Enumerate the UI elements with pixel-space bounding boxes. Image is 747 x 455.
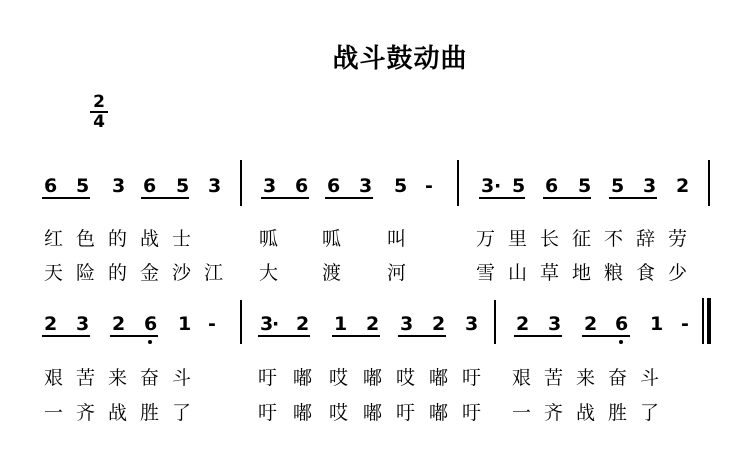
note: 3	[465, 313, 479, 335]
lyric-char: 吁	[462, 402, 482, 424]
note: 3	[400, 313, 414, 335]
lyric-char: 雪	[476, 262, 496, 284]
note: 2	[366, 313, 380, 335]
lyric-char: 战	[576, 402, 596, 424]
lyric-char: 渡	[322, 262, 342, 284]
note: 6	[615, 313, 629, 335]
bar-line	[240, 160, 242, 206]
final-bar-line-thick	[707, 298, 711, 344]
note: 5	[578, 175, 592, 197]
lyric-char: 艰	[44, 367, 64, 389]
beam-underline	[582, 335, 630, 337]
note: 1	[650, 313, 664, 335]
lyric-char: 大	[259, 262, 279, 284]
lyric-char: 色	[76, 228, 96, 250]
note: 6	[327, 175, 341, 197]
note: 2	[516, 313, 530, 335]
beam-underline	[42, 197, 90, 199]
lyric-char: 沙	[172, 262, 192, 284]
lyric-char: 苦	[76, 367, 96, 389]
lyric-char: 胜	[140, 402, 160, 424]
bar-line	[708, 160, 710, 206]
note: 5	[611, 175, 625, 197]
time-signature-top: 2	[93, 92, 105, 112]
note: 2	[44, 313, 58, 335]
beam-underline	[479, 197, 525, 199]
lyric-char: 齐	[76, 402, 96, 424]
lyric-char: 嘟	[429, 367, 449, 389]
lyric-char: 粮	[604, 262, 624, 284]
lyric-char: 叫	[387, 228, 407, 250]
lyric-char: 征	[572, 228, 592, 250]
lyric-char: 的	[108, 228, 128, 250]
lyric-char: 嘟	[293, 367, 313, 389]
lyric-char: 艰	[512, 367, 532, 389]
lyric-char: 劳	[668, 228, 688, 250]
dotted-mark: ·	[494, 175, 502, 197]
note: 3	[643, 175, 657, 197]
lyric-char: 食	[636, 262, 656, 284]
lyric-char: 吁	[258, 402, 278, 424]
low-octave-dot	[148, 340, 152, 344]
note: -	[425, 175, 433, 197]
lyric-char: 金	[140, 262, 160, 284]
note: 6	[44, 175, 58, 197]
lyric-char: 来	[576, 367, 596, 389]
lyric-char: 一	[44, 402, 64, 424]
lyric-char: 的	[108, 262, 128, 284]
note: 5	[76, 175, 90, 197]
note: 3	[359, 175, 373, 197]
lyric-char: 士	[172, 228, 192, 250]
beam-underline	[261, 197, 309, 199]
note: 5	[512, 175, 526, 197]
lyric-char: 辞	[636, 228, 656, 250]
time-signature	[88, 94, 110, 130]
lyric-char: 吁	[462, 367, 482, 389]
note: 3	[481, 175, 495, 197]
lyric-char: 呱	[259, 228, 279, 250]
bar-line	[240, 300, 242, 344]
lyric-char: 险	[76, 262, 96, 284]
lyric-char: 不	[604, 228, 624, 250]
lyric-char: 哎	[329, 402, 349, 424]
beam-underline	[514, 335, 562, 337]
final-bar-line-thin	[702, 298, 704, 344]
lyric-char: 红	[44, 228, 64, 250]
lyric-char: 来	[108, 367, 128, 389]
lyric-char: 一	[512, 402, 532, 424]
note: -	[681, 313, 689, 335]
note: 6	[144, 313, 158, 335]
lyric-char: 少	[668, 262, 688, 284]
song-title: 战斗鼓动曲	[332, 44, 468, 74]
time-signature-bottom: 4	[93, 112, 105, 132]
lyric-char: 战	[140, 228, 160, 250]
note: 3	[260, 313, 274, 335]
lyric-char: 吁	[396, 402, 416, 424]
note: 5	[176, 175, 190, 197]
beam-underline	[332, 335, 380, 337]
lyric-char: 苦	[544, 367, 564, 389]
note: 6	[143, 175, 157, 197]
note: 5	[394, 175, 408, 197]
note: 2	[112, 313, 126, 335]
note: -	[208, 313, 216, 335]
lyric-char: 嘟	[363, 402, 383, 424]
beam-underline	[609, 197, 657, 199]
lyric-char: 嘟	[363, 367, 383, 389]
note: 6	[295, 175, 309, 197]
lyric-char: 万	[476, 228, 496, 250]
lyric-char: 嘟	[429, 402, 449, 424]
note: 2	[676, 175, 690, 197]
bar-line	[494, 300, 496, 344]
beam-underline	[398, 335, 446, 337]
lyric-char: 河	[387, 262, 407, 284]
lyric-char: 长	[540, 228, 560, 250]
note: 2	[432, 313, 446, 335]
note: 2	[296, 313, 310, 335]
lyric-char: 江	[204, 262, 224, 284]
lyric-char: 呱	[322, 228, 342, 250]
beam-underline	[42, 335, 90, 337]
note: 3	[76, 313, 90, 335]
lyric-char: 胜	[608, 402, 628, 424]
note: 3	[548, 313, 562, 335]
beam-underline	[325, 197, 373, 199]
lyric-char: 了	[172, 402, 192, 424]
lyric-char: 天	[44, 262, 64, 284]
beam-underline	[141, 197, 189, 199]
lyric-char: 齐	[544, 402, 564, 424]
note: 3	[263, 175, 277, 197]
bar-line	[457, 160, 459, 206]
lyric-char: 斗	[640, 367, 660, 389]
lyric-char: 里	[508, 228, 528, 250]
low-octave-dot	[619, 340, 623, 344]
lyric-char: 战	[108, 402, 128, 424]
lyric-char: 哎	[396, 367, 416, 389]
dotted-mark: ·	[272, 313, 280, 335]
note: 2	[584, 313, 598, 335]
note: 6	[545, 175, 559, 197]
beam-underline	[258, 335, 310, 337]
lyric-char: 斗	[172, 367, 192, 389]
lyric-char: 哎	[329, 367, 349, 389]
lyric-char: 吁	[258, 367, 278, 389]
lyric-char: 了	[640, 402, 660, 424]
lyric-char: 山	[508, 262, 528, 284]
lyric-char: 奋	[608, 367, 628, 389]
beam-underline	[543, 197, 591, 199]
note: 3	[112, 175, 126, 197]
lyric-char: 奋	[140, 367, 160, 389]
beam-underline	[110, 335, 158, 337]
note: 3	[208, 175, 222, 197]
note: 1	[334, 313, 348, 335]
lyric-char: 草	[540, 262, 560, 284]
lyric-char: 地	[572, 262, 592, 284]
note: 1	[178, 313, 192, 335]
lyric-char: 嘟	[293, 402, 313, 424]
